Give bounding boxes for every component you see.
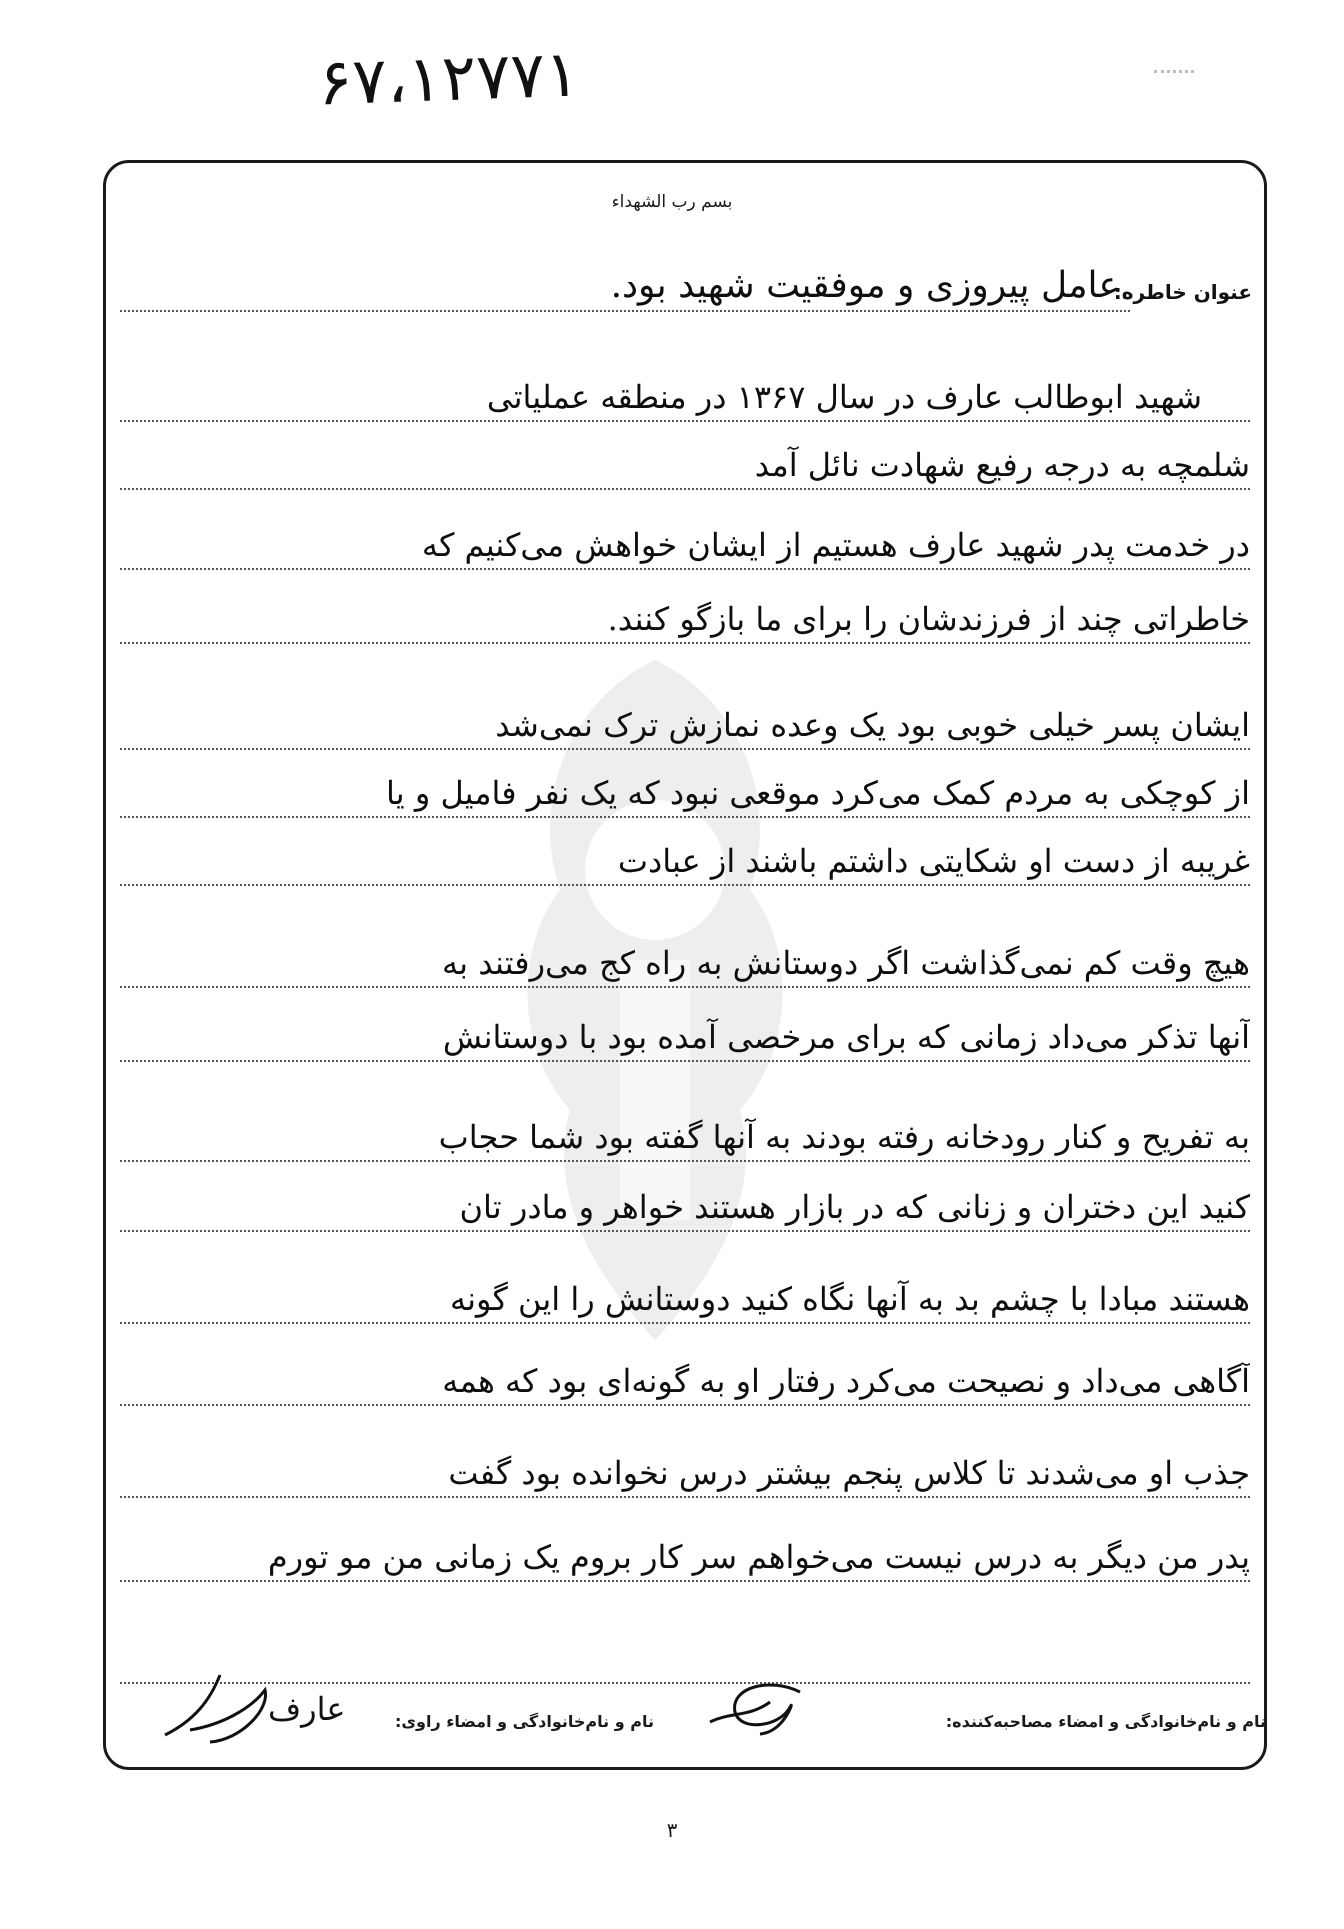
page-number: ۳ [666, 1818, 678, 1842]
body-line: جذب او می‌شدند تا کلاس پنجم بیشتر درس نخوانده بود گفت [120, 1436, 1250, 1498]
narrator-label: نام و نام‌خانوادگی و امضاء راوی: [394, 1712, 654, 1731]
body-line: کنید این دختران و زنانی که در بازار هستند خواهر و مادر تان [120, 1170, 1250, 1232]
body-line [120, 1622, 1250, 1684]
scan-smudge [1154, 70, 1194, 89]
memory-title-value: عامل پیروزی و موفقیت شهید بود. [610, 265, 1120, 306]
body-line: آنها تذکر می‌داد زمانی که برای مرخصی آمده بود با دوستانش [120, 1000, 1250, 1062]
body-line: خاطراتی چند از فرزندشان را برای ما بازگو کنند. [120, 582, 1250, 644]
interviewer-label: نام و نام‌خانوادگی و امضاء مصاحبه‌کننده: [945, 1712, 1266, 1731]
body-line: از کوچکی به مردم کمک می‌کرد موقعی نبود که یک نفر فامیل و یا [120, 756, 1250, 818]
narrator-signature-icon [150, 1670, 280, 1750]
body-line: آگاهی می‌داد و نصیحت می‌کرد رفتار او به گونه‌ای بود که همه [120, 1344, 1250, 1406]
body-line: ایشان پسر خیلی خوبی بود یک وعده نمازش ترک نمی‌شد [120, 688, 1250, 750]
body-line: به تفریح و کنار رودخانه رفته بودند به آنها گفته بود شما حجاب [120, 1100, 1250, 1162]
memory-title-label: عنوان خاطره: [1113, 280, 1252, 304]
body-line: هستند مبادا با چشم بد به آنها نگاه کنید دوستانش را این گونه [120, 1262, 1250, 1324]
body-line: شهید ابوطالب عارف در سال ۱۳۶۷ در منطقه عملیاتی [120, 360, 1250, 422]
reference-number: ۶۷،۱۲۷۷۱ [316, 37, 581, 121]
body-line: غریبه از دست او شکایتی داشتم باشند از عبادت [120, 824, 1250, 886]
memory-title-row [120, 250, 1130, 312]
basmala-heading: بسم رب الشهداء [611, 192, 733, 212]
body-line: شلمچه به درجه رفیع شهادت نائل آمد [120, 428, 1250, 490]
body-line: هیچ وقت کم نمی‌گذاشت اگر دوستانش به راه کج می‌رفتند به [120, 926, 1250, 988]
narrator-signature: عارف [268, 1690, 346, 1728]
body-line: پدر من دیگر به درس نیست می‌خواهم سر کار بروم یک زمانی من مو تورم [120, 1520, 1250, 1582]
body-line: در خدمت پدر شهید عارف هستیم از ایشان خواهش می‌کنیم که [120, 508, 1250, 570]
interviewer-signature-icon [690, 1672, 820, 1742]
